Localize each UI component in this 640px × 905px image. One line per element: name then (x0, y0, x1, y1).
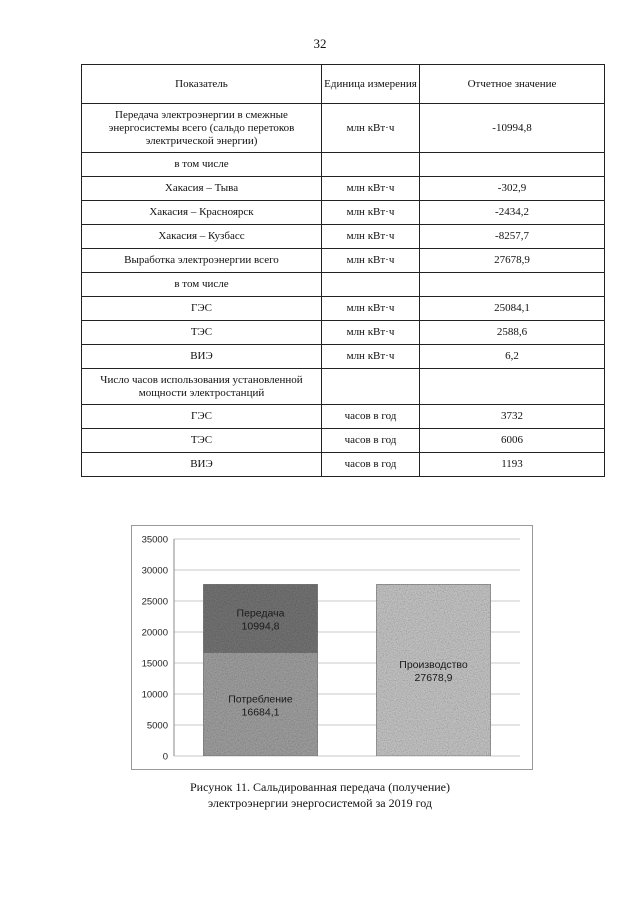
cell-unit (322, 153, 420, 177)
table-row (82, 297, 605, 321)
y-tick-label: 20000 (141, 627, 168, 639)
cell-value (420, 153, 605, 177)
cell-indicator: ВИЭ (82, 453, 322, 477)
cell-value: -302,9 (420, 177, 605, 201)
caption-line-1: Рисунок 11. Сальдированная передача (получение) (189, 780, 451, 794)
y-tick-label: 35000 (141, 534, 168, 546)
cell-value (420, 369, 605, 405)
table-row (82, 104, 605, 153)
cell-indicator: ГЭС (82, 405, 322, 429)
y-tick-label: 30000 (141, 565, 168, 577)
y-tick-label: 25000 (141, 596, 168, 608)
bar-segment-label: Потребление (228, 693, 293, 706)
bar-segment-label: Производство (399, 659, 468, 672)
header-unit: Единица измерения (322, 65, 420, 104)
cell-indicator: в том числе (82, 153, 322, 177)
cell-unit: млн кВт·ч (322, 321, 420, 345)
cell-value: 27678,9 (420, 249, 605, 273)
chart-container (131, 525, 533, 770)
cell-unit: млн кВт·ч (322, 104, 420, 153)
cell-value: -2434,2 (420, 201, 605, 225)
table-row (82, 453, 605, 477)
cell-indicator: ТЭС (82, 321, 322, 345)
table-row (82, 225, 605, 249)
table-row (82, 273, 605, 297)
y-tick-label: 10000 (141, 689, 168, 701)
cell-indicator: ГЭС (82, 297, 322, 321)
caption-line-2: электроэнергии энергосистемой за 2019 год (207, 796, 433, 810)
table-row (82, 177, 605, 201)
bar-segment-value-label: 27678,9 (414, 672, 453, 685)
header-value: Отчетное значение (420, 65, 605, 104)
cell-unit: млн кВт·ч (322, 225, 420, 249)
bar-segment-value-label: 10994,8 (241, 620, 280, 633)
cell-indicator: в том числе (82, 273, 322, 297)
table-row (82, 345, 605, 369)
cell-unit: млн кВт·ч (322, 249, 420, 273)
cell-value: 25084,1 (420, 297, 605, 321)
cell-unit (322, 369, 420, 405)
cell-value: 6,2 (420, 345, 605, 369)
table-row (82, 201, 605, 225)
cell-unit: млн кВт·ч (322, 297, 420, 321)
cell-indicator: Передача электроэнергии в смежные энергосистемы всего (сальдо перетоков электрической энергии) (82, 104, 322, 153)
cell-value: 1193 (420, 453, 605, 477)
table-header-row (82, 65, 605, 104)
y-tick-label: 5000 (146, 720, 168, 732)
cell-indicator: Выработка электроэнергии всего (82, 249, 322, 273)
cell-indicator: Хакасия – Кузбасс (82, 225, 322, 249)
cell-value: -8257,7 (420, 225, 605, 249)
cell-unit: часов в год (322, 453, 420, 477)
table-row (82, 429, 605, 453)
cell-unit: млн кВт·ч (322, 345, 420, 369)
bar-segment-value-label: 16684,1 (241, 706, 280, 719)
cell-unit (322, 273, 420, 297)
cell-indicator: Хакасия – Тыва (82, 177, 322, 201)
cell-indicator: Число часов использования установленной мощности электростанций (82, 369, 322, 405)
cell-indicator: Хакасия – Красноярск (82, 201, 322, 225)
y-tick-label: 15000 (141, 658, 168, 670)
indicators-table (81, 64, 605, 477)
cell-unit: часов в год (322, 429, 420, 453)
table-row (82, 153, 605, 177)
cell-value: -10994,8 (420, 104, 605, 153)
cell-indicator: ТЭС (82, 429, 322, 453)
cell-value: 2588,6 (420, 321, 605, 345)
header-indicator: Показатель (82, 65, 322, 104)
cell-unit: млн кВт·ч (322, 201, 420, 225)
table-row (82, 405, 605, 429)
cell-value (420, 273, 605, 297)
page-number: 32 (313, 36, 327, 51)
table-row (82, 321, 605, 345)
y-tick-label: 0 (162, 751, 168, 763)
stacked-bar-chart (132, 526, 532, 769)
cell-unit: часов в год (322, 405, 420, 429)
figure-caption (0, 779, 640, 811)
cell-value: 3732 (420, 405, 605, 429)
cell-indicator: ВИЭ (82, 345, 322, 369)
cell-unit: млн кВт·ч (322, 177, 420, 201)
table-row (82, 369, 605, 405)
bar-segment-label: Передача (236, 607, 285, 620)
cell-value: 6006 (420, 429, 605, 453)
table-row (82, 249, 605, 273)
